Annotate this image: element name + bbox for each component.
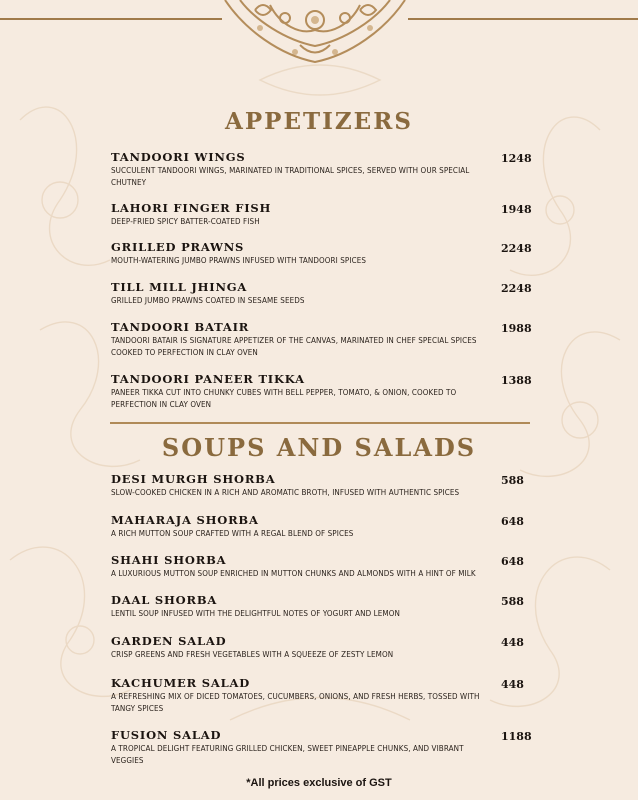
item-price: 588 xyxy=(501,595,524,608)
item-name: SHAHI SHORBA xyxy=(111,553,227,567)
item-name: FUSION SALAD xyxy=(111,728,222,742)
item-description: A LUXURIOUS MUTTON SOUP ENRICHED IN MUTTON CHUNKS AND ALMONDS WITH A HINT OF MILK xyxy=(111,569,476,578)
item-price: 648 xyxy=(501,555,524,568)
item-price: 1948 xyxy=(501,203,532,216)
menu-item xyxy=(111,514,531,540)
item-name: TILL MILL JHINGA xyxy=(111,280,248,294)
menu-item xyxy=(111,554,531,580)
item-price: 1988 xyxy=(501,322,532,335)
gst-footnote: *All prices exclusive of GST xyxy=(246,777,392,789)
item-name: MAHARAJA SHORBA xyxy=(111,513,259,527)
item-price: 648 xyxy=(501,515,524,528)
top-left-rule xyxy=(0,18,222,20)
item-description: SUCCULENT TANDOORI WINGS, MARINATED IN TRADITIONAL SPICES, SERVED WITH OUR SPECIAL CHUTNEY xyxy=(111,166,470,187)
menu-item xyxy=(111,677,531,715)
item-price: 448 xyxy=(501,678,524,691)
item-description: CRISP GREENS AND FRESH VEGETABLES WITH A SQUEEZE OF ZESTY LEMON xyxy=(111,650,394,659)
item-description: DEEP-FRIED SPICY BATTER-COATED FISH xyxy=(111,217,260,226)
item-name: LAHORI FINGER FISH xyxy=(111,201,272,215)
item-name: GRILLED PRAWNS xyxy=(111,240,245,254)
menu-item xyxy=(111,594,531,620)
soups-salads-title: SOUPS AND SALADS xyxy=(161,433,477,462)
menu-item xyxy=(111,241,531,267)
item-name: TANDOORI WINGS xyxy=(111,150,246,164)
item-name: GARDEN SALAD xyxy=(111,634,227,648)
menu-item xyxy=(111,281,531,307)
item-description: A RICH MUTTON SOUP CRAFTED WITH A REGAL BLEND OF SPICES xyxy=(111,529,354,538)
item-description: GRILLED JUMBO PRAWNS COATED IN SESAME SEEDS xyxy=(111,296,305,305)
top-right-rule xyxy=(408,18,638,20)
floral-ornament-icon xyxy=(200,0,430,70)
item-price: 2248 xyxy=(501,242,532,255)
item-description: PANEER TIKKA CUT INTO CHUNKY CUBES WITH BELL PEPPER, TOMATO, & ONION, COOKED TO PERFECTION IN CLAY OVEN xyxy=(111,388,457,409)
menu-item xyxy=(111,473,531,499)
item-description: SLOW-COOKED CHICKEN IN A RICH AND AROMATIC BROTH, INFUSED WITH AUTHENTIC SPICES xyxy=(111,488,460,497)
item-description: A REFRESHING MIX OF DICED TOMATOES, CUCUMBERS, ONIONS, AND FRESH HERBS, TOSSED WITH TANGY SPICES xyxy=(111,692,480,713)
appetizers-title: APPETIZERS xyxy=(225,108,413,135)
item-price: 588 xyxy=(501,474,524,487)
item-price: 2248 xyxy=(501,282,532,295)
item-name: DAAL SHORBA xyxy=(111,593,218,607)
item-price: 448 xyxy=(501,636,524,649)
item-description: A TROPICAL DELIGHT FEATURING GRILLED CHICKEN, SWEET PINEAPPLE CHUNKS, AND VIBRANT VEGGIES xyxy=(111,744,464,765)
menu-item xyxy=(111,729,531,767)
item-name: TANDOORI PANEER TIKKA xyxy=(111,372,305,386)
menu-item xyxy=(111,373,531,411)
item-name: KACHUMER SALAD xyxy=(111,676,250,690)
menu-item xyxy=(111,202,531,228)
menu-item xyxy=(111,151,531,189)
item-description: MOUTH-WATERING JUMBO PRAWNS INFUSED WITH TANDOORI SPICES xyxy=(111,256,367,265)
menu-item xyxy=(111,635,531,661)
menu-item xyxy=(111,321,531,359)
item-description: TANDOORI BATAIR IS SIGNATURE APPETIZER OF THE CANVAS, MARINATED IN CHEF SPECIAL SPICES COOKED TO PERFECTION IN CLAY OVEN xyxy=(111,336,477,357)
item-price: 1248 xyxy=(501,152,532,165)
item-name: DESI MURGH SHORBA xyxy=(111,472,276,486)
item-price: 1388 xyxy=(501,374,532,387)
item-price: 1188 xyxy=(501,730,532,743)
item-name: TANDOORI BATAIR xyxy=(111,320,250,334)
item-description: LENTIL SOUP INFUSED WITH THE DELIGHTFUL NOTES OF YOGURT AND LEMON xyxy=(111,609,400,618)
section-divider xyxy=(110,422,530,424)
